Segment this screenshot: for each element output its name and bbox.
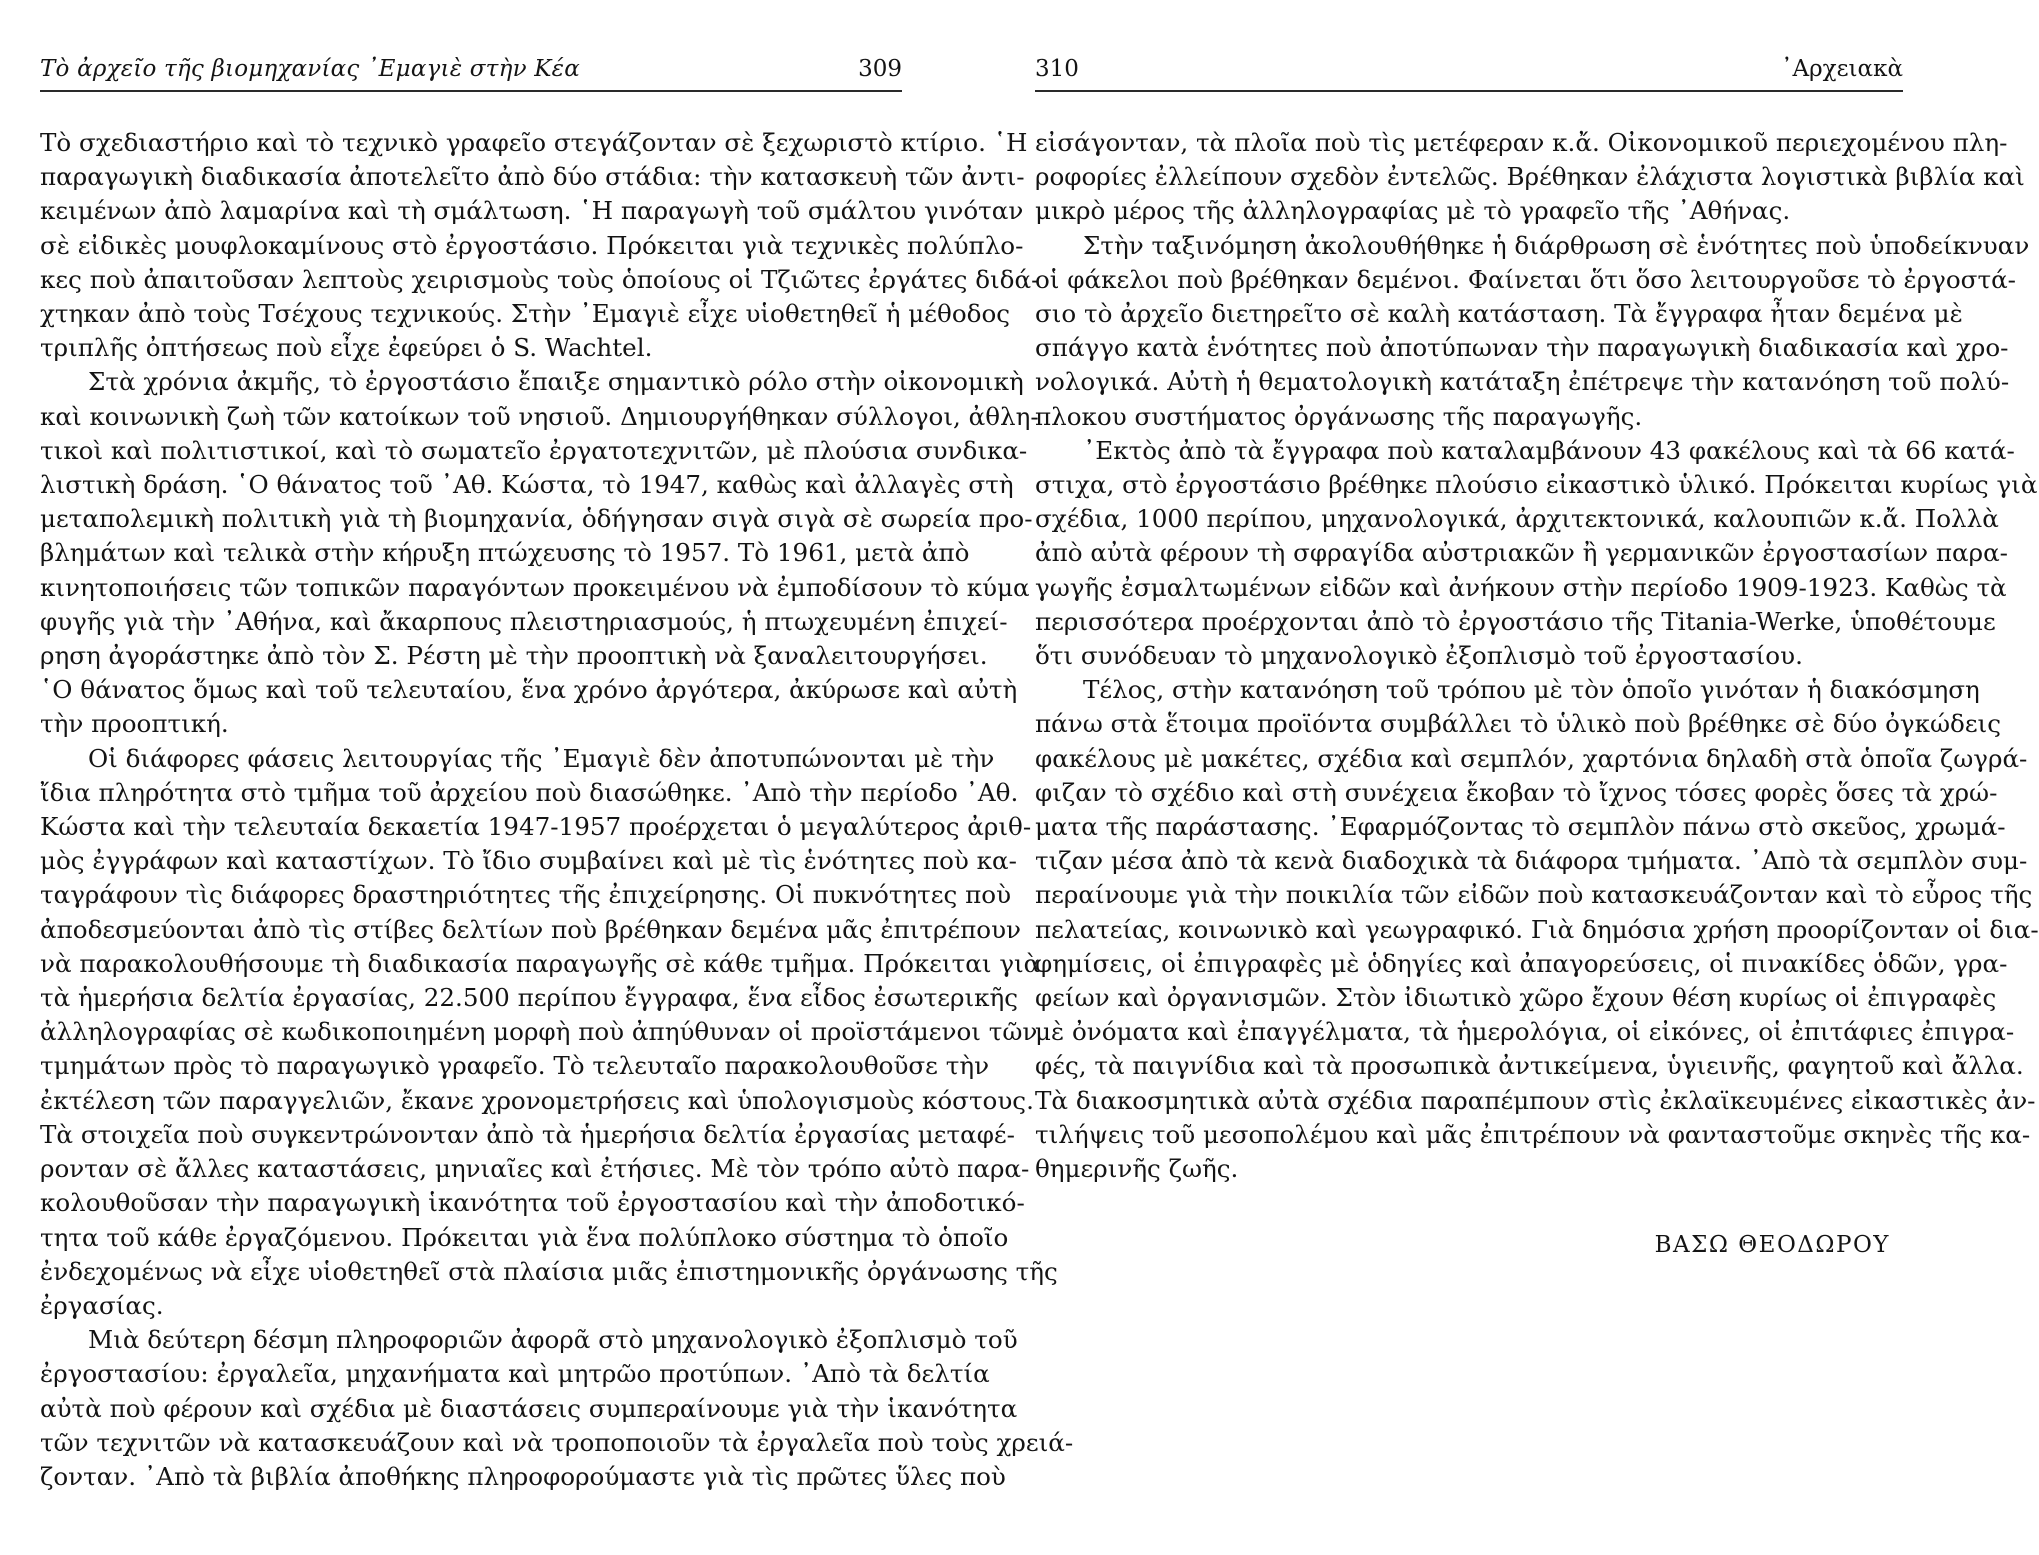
- text-line: φυγῆς γιὰ τὴν ᾿Αθήνα, καὶ ἄκαρπους πλειστηριασμούς, ἡ πτωχευμένη ἐπιχεί-: [40, 606, 1008, 636]
- page-number: 309: [858, 56, 902, 82]
- text-line: ταγράφουν τὶς διάφορες δραστηριότητες τῆς ἐπιχείρησης. Οἱ πυκνότητες ποὺ: [40, 880, 1012, 910]
- text-line: ζονταν. ᾿Απὸ τὰ βιβλία ἀποθήκης πληροφορούμαστε γιὰ τὶς πρῶτες ὕλες ποὺ: [40, 1461, 1006, 1491]
- author-signature: ΒΑΣΩ ΘΕΟΔΩΡΟΥ: [1654, 1232, 1890, 1258]
- right-page-body-text: [1035, 126, 2039, 1186]
- text-line: Οἱ διάφορες φάσεις λειτουργίας τῆς ᾿Εμαγιὲ δὲν ἀποτυπώνονται μὲ τὴν: [88, 743, 995, 773]
- text-line: ροφορίες ἐλλείπουν σχεδὸν ἐντελῶς. Βρέθηκαν ἐλάχιστα λογιστικὰ βιβλία καὶ: [1035, 162, 2025, 192]
- text-line: ἀλληλογραφίας σὲ κωδικοποιημένη μορφὴ ποὺ ἀπηύθυναν οἱ προϊστάμενοι τῶν: [40, 1017, 1038, 1047]
- text-line: μεταπολεμικὴ πολιτικὴ γιὰ τὴ βιομηχανία, ὁδήγησαν σιγὰ σιγὰ σὲ σωρεία προ-: [40, 504, 1033, 534]
- text-line: τιλήψεις τοῦ μεσοπολέμου καὶ μᾶς ἐπιτρέπουν νὰ φανταστοῦμε σκηνὲς τῆς κα-: [1035, 1119, 2031, 1149]
- text-line: Τέλος, στὴν κατανόηση τοῦ τρόπου μὲ τὸν ὁποῖο γινόταν ἡ διακόσμηση: [1083, 675, 1980, 705]
- text-line: οἱ φάκελοι ποὺ βρέθηκαν δεμένοι. Φαίνεται ὅτι ὅσο λειτουργοῦσε τὸ ἐργοστά-: [1035, 264, 2016, 294]
- text-line: φείων καὶ ὀργανισμῶν. Στὸν ἰδιωτικὸ χῶρο ἔχουν θέση κυρίως οἱ ἐπιγραφὲς: [1035, 983, 1997, 1013]
- text-line: μὲ ὀνόματα καὶ ἐπαγγέλματα, τὰ ἡμερολόγια, οἱ εἰκόνες, οἱ ἐπιτάφιες ἐπιγρα-: [1035, 1017, 2015, 1047]
- text-line: κινητοποιήσεις τῶν τοπικῶν παραγόντων προκειμένου νὰ ἐμποδίσουν τὸ κύμα: [40, 572, 1030, 602]
- text-line: ρονταν σὲ ἄλλες καταστάσεις, μηνιαῖες καὶ ἐτήσιες. Μὲ τὸν τρόπο αὐτὸ παρα-: [40, 1154, 1030, 1184]
- right-page: [960, 0, 2039, 1555]
- text-line: λιστικὴ δράση. ῾Ο θάνατος τοῦ ᾿Αθ. Κώστα, τὸ 1947, καθὼς καὶ ἀλλαγὲς στὴ: [40, 470, 1014, 500]
- text-line: σπάγγο κατὰ ἑνότητες ποὺ ἀποτύπωναν τὴν παραγωγικὴ διαδικασία καὶ χρο-: [1035, 333, 2009, 363]
- text-line: ἀπὸ αὐτὰ φέρουν τὴ σφραγίδα αὐστριακῶν ἢ γερμανικῶν ἐργοστασίων παρα-: [1035, 538, 2008, 568]
- text-line: ἐργοστασίου: ἐργαλεῖα, μηχανήματα καὶ μητρῶο προτύπων. ᾿Απὸ τὰ δελτία: [40, 1359, 990, 1389]
- text-line: πάνω στὰ ἕτοιμα προϊόντα συμβάλλει τὸ ὑλικὸ ποὺ βρέθηκε σὲ δύο ὀγκώδεις: [1035, 709, 2001, 739]
- text-line: μικρὸ μέρος τῆς ἀλληλογραφίας μὲ τὸ γραφεῖο τῆς ᾿Αθήνας.: [1035, 196, 1791, 226]
- text-line: σιο τὸ ἀρχεῖο διετηρεῖτο σὲ καλὴ κατάσταση. Τὰ ἔγγραφα ἦταν δεμένα μὲ: [1035, 299, 1963, 329]
- text-line: τητα τοῦ κάθε ἐργαζόμενου. Πρόκειται γιὰ ἕνα πολύπλοκο σύστημα τὸ ὁποῖο: [40, 1222, 1009, 1252]
- text-line: ἐνδεχομένως νὰ εἶχε υἱοθετηθεῖ στὰ πλαίσια μιᾶς ἐπιστημονικῆς ὀργάνωσης τῆς: [40, 1256, 1058, 1286]
- text-line: αὐτὰ ποὺ φέρουν καὶ σχέδια μὲ διαστάσεις συμπεραίνουμε γιὰ τὴν ἱκανότητα: [40, 1393, 1018, 1423]
- text-line: χτηκαν ἀπὸ τοὺς Τσέχους τεχνικούς. Στὴν ᾿Εμαγιὲ εἶχε υἱοθετηθεῖ ἡ μέθοδος: [40, 299, 1011, 329]
- text-line: στιχα, στὸ ἐργοστάσιο βρέθηκε πλούσιο εἰκαστικὸ ὑλικό. Πρόκειται κυρίως γιὰ: [1035, 470, 2038, 500]
- text-line: φημίσεις, οἱ ἐπιγραφὲς μὲ ὁδηγίες καὶ ἀπαγορεύσεις, οἱ πινακίδες ὁδῶν, γρα-: [1035, 948, 2008, 978]
- text-line: τικοὶ καὶ πολιτιστικοί, καὶ τὸ σωματεῖο ἐργατοτεχνιτῶν, μὲ πλούσια συνδικα-: [40, 435, 1028, 465]
- text-line: κειμένων ἀπὸ λαμαρίνα καὶ τὴ σμάλτωση. ῾Η παραγωγὴ τοῦ σμάλτου γινόταν: [40, 196, 1024, 226]
- text-line: πλοκου συστήματος ὀργάνωσης τῆς παραγωγῆς.: [1035, 401, 1643, 431]
- page-number: 310: [1035, 56, 1079, 82]
- text-line: εἰσάγονταν, τὰ πλοῖα ποὺ τὶς μετέφεραν κ.ἄ. Οἰκονομικοῦ περιεχομένου πλη-: [1035, 128, 2008, 157]
- text-line: τὴν προοπτική.: [40, 709, 229, 739]
- text-line: τῶν τεχνιτῶν νὰ κατασκευάζουν καὶ νὰ τροποποιοῦν τὰ ἐργαλεῖα ποὺ τοὺς χρειά-: [40, 1427, 1074, 1457]
- text-line: σχέδια, 1000 περίπου, μηχανολογικά, ἀρχιτεκτονικά, καλουπιῶν κ.ἄ. Πολλὰ: [1035, 504, 1999, 534]
- text-line: μὸς ἐγγράφων καὶ καταστίχων. Τὸ ἴδιο συμβαίνει καὶ μὲ τὶς ἑνότητες ποὺ κα-: [40, 846, 1017, 876]
- text-line: βλημάτων καὶ τελικὰ στὴν κήρυξη πτώχευσης τὸ 1957. Τὸ 1961, μετὰ ἀπὸ: [40, 538, 970, 568]
- text-line: Τὸ σχεδιαστήριο καὶ τὸ τεχνικὸ γραφεῖο στεγάζονταν σὲ ξεχωριστὸ κτίριο. ῾Η: [40, 128, 1028, 157]
- text-line: ἐκτέλεση τῶν παραγγελιῶν, ἔκανε χρονομετρήσεις καὶ ὑπολογισμοὺς κόστους.: [40, 1085, 1034, 1115]
- text-line: σὲ εἰδικὲς μουφλοκαμίνους στὸ ἐργοστάσιο. Πρόκειται γιὰ τεχνικὲς πολύπλο-: [40, 230, 1024, 260]
- text-line: πελατείας, κοινωνικὸ καὶ γεωγραφικό. Γιὰ δημόσια χρήση προορίζονταν οἱ δια-: [1035, 914, 2039, 944]
- left-page-body-text: [40, 126, 1074, 1494]
- running-title: Τὸ ἀρχεῖο τῆς βιομηχανίας ᾿Εμαγιὲ στὴν Κέα: [40, 56, 580, 82]
- text-line: τιζαν μέσα ἀπὸ τὰ κενὰ διαδοχικὰ τὰ διάφορα τμήματα. ᾿Απὸ τὰ σεμπλὸν συμ-: [1035, 846, 2028, 876]
- text-line: Τὰ διακοσμητικὰ αὐτὰ σχέδια παραπέμπουν στὶς ἐκλαϊκευμένες εἰκαστικὲς ἀν-: [1035, 1085, 2036, 1115]
- text-line: τριπλῆς ὀπτήσεως ποὺ εἶχε ἐφεύρει ὁ S. Wachtel.: [40, 333, 653, 363]
- text-line: παραγωγικὴ διαδικασία ἀποτελεῖτο ἀπὸ δύο στάδια: τὴν κατασκευὴ τῶν ἀντι-: [40, 162, 1025, 192]
- text-line: Τὰ στοιχεῖα ποὺ συγκεντρώνονταν ἀπὸ τὰ ἡμερήσια δελτία ἐργασίας μεταφέ-: [40, 1119, 1015, 1149]
- text-line: φακέλους μὲ μακέτες, σχέδια καὶ σεμπλόν, χαρτόνια δηλαδὴ στὰ ὁποῖα ζωγρά-: [1035, 743, 2028, 773]
- text-line: φιζαν τὸ σχέδιο καὶ στὴ συνέχεια ἔκοβαν τὸ ἴχνος τόσες φορὲς ὅσες τὰ χρώ-: [1035, 777, 1998, 807]
- text-line: περισσότερα προέρχονται ἀπὸ τὸ ἐργοστάσιο τῆς Titania-Werke, ὑποθέτουμε: [1035, 606, 1996, 636]
- text-line: περαίνουμε γιὰ τὴν ποικιλία τῶν εἰδῶν ποὺ κατασκευάζονταν καὶ τὸ εὖρος τῆς: [1035, 880, 2033, 910]
- left-page-header: [40, 46, 902, 92]
- text-line: Κώστα καὶ τὴν τελευταία δεκαετία 1947-1957 προέρχεται ὁ μεγαλύτερος ἀριθ-: [40, 812, 1032, 842]
- text-line: ᾿Εκτὸς ἀπὸ τὰ ἔγγραφα ποὺ καταλαμβάνουν 43 φακέλους καὶ τὰ 66 κατά-: [1083, 435, 2015, 465]
- text-line: ἴδια πληρότητα στὸ τμῆμα τοῦ ἀρχείου ποὺ διασώθηκε. ᾿Απὸ τὴν περίοδο ᾿Αθ.: [40, 777, 1019, 807]
- text-line: ρηση ἀγοράστηκε ἀπὸ τὸν Σ. Ρέστη μὲ τὴν προοπτικὴ νὰ ξαναλειτουργήσει.: [40, 641, 988, 671]
- text-line: φές, τὰ παιγνίδια καὶ τὰ προσωπικὰ ἀντικείμενα, ὑγιεινῆς, φαγητοῦ καὶ ἄλλα.: [1035, 1051, 2024, 1081]
- text-line: γωγῆς ἐσμαλτωμένων εἰδῶν καὶ ἀνήκουν στὴν περίοδο 1909-1923. Καθὼς τὰ: [1035, 572, 2007, 602]
- text-line: Μιὰ δεύτερη δέσμη πληροφοριῶν ἀφορᾶ στὸ μηχανολογικὸ ἐξοπλισμὸ τοῦ: [88, 1325, 1018, 1355]
- text-line: νὰ παρακολουθήσουμε τὴ διαδικασία παραγωγῆς σὲ κάθε τμῆμα. Πρόκειται γιὰ: [40, 948, 1041, 978]
- text-line: κες ποὺ ἀπαιτοῦσαν λεπτοὺς χειρισμοὺς τοὺς ὁποίους οἱ Τζιῶτες ἐργάτες διδά-: [40, 264, 1040, 294]
- text-line: καὶ κοινωνικὴ ζωὴ τῶν κατοίκων τοῦ νησιοῦ. Δημιουργήθηκαν σύλλογοι, ἀθλη-: [40, 401, 1039, 431]
- text-line: ἐργασίας.: [40, 1290, 164, 1320]
- text-line: ἀποδεσμεύονται ἀπὸ τὶς στίβες δελτίων ποὺ βρέθηκαν δεμένα μᾶς ἐπιτρέπουν: [40, 914, 1022, 944]
- text-line: νολογικά. Αὐτὴ ἡ θεματολογικὴ κατάταξη ἐπέτρεψε τὴν κατανόηση τοῦ πολύ-: [1035, 367, 2010, 397]
- text-line: ὅτι συνόδευαν τὸ μηχανολογικὸ ἐξοπλισμὸ τοῦ ἐργοστασίου.: [1035, 641, 1803, 671]
- text-line: θημερινῆς ζωῆς.: [1035, 1154, 1239, 1184]
- running-title: ᾿Αρχειακὰ: [1781, 56, 1903, 82]
- text-line: Στὴν ταξινόμηση ἀκολουθήθηκε ἡ διάρθρωση σὲ ἑνότητες ποὺ ὑποδείκνυαν: [1083, 230, 2030, 260]
- text-line: ῾Ο θάνατος ὅμως καὶ τοῦ τελευταίου, ἕνα χρόνο ἀργότερα, ἀκύρωσε καὶ αὐτὴ: [40, 675, 1018, 705]
- text-line: ματα τῆς παράστασης. ᾿Εφαρμόζοντας τὸ σεμπλὸν πάνω στὸ σκεῦος, χρωμά-: [1035, 812, 2006, 842]
- text-line: κολουθοῦσαν τὴν παραγωγικὴ ἱκανότητα τοῦ ἐργοστασίου καὶ τὴν ἀποδοτικό-: [40, 1188, 1025, 1218]
- text-line: τμημάτων πρὸς τὸ παραγωγικὸ γραφεῖο. Τὸ τελευταῖο παρακολουθοῦσε τὴν: [40, 1051, 990, 1081]
- right-page-header: [1035, 46, 1903, 92]
- text-line: Στὰ χρόνια ἀκμῆς, τὸ ἐργοστάσιο ἔπαιξε σημαντικὸ ρόλο στὴν οἰκονομικὴ: [88, 367, 1024, 397]
- text-line: τὰ ἡμερήσια δελτία ἐργασίας, 22.500 περίπου ἔγγραφα, ἕνα εἶδος ἐσωτερικῆς: [40, 983, 1019, 1013]
